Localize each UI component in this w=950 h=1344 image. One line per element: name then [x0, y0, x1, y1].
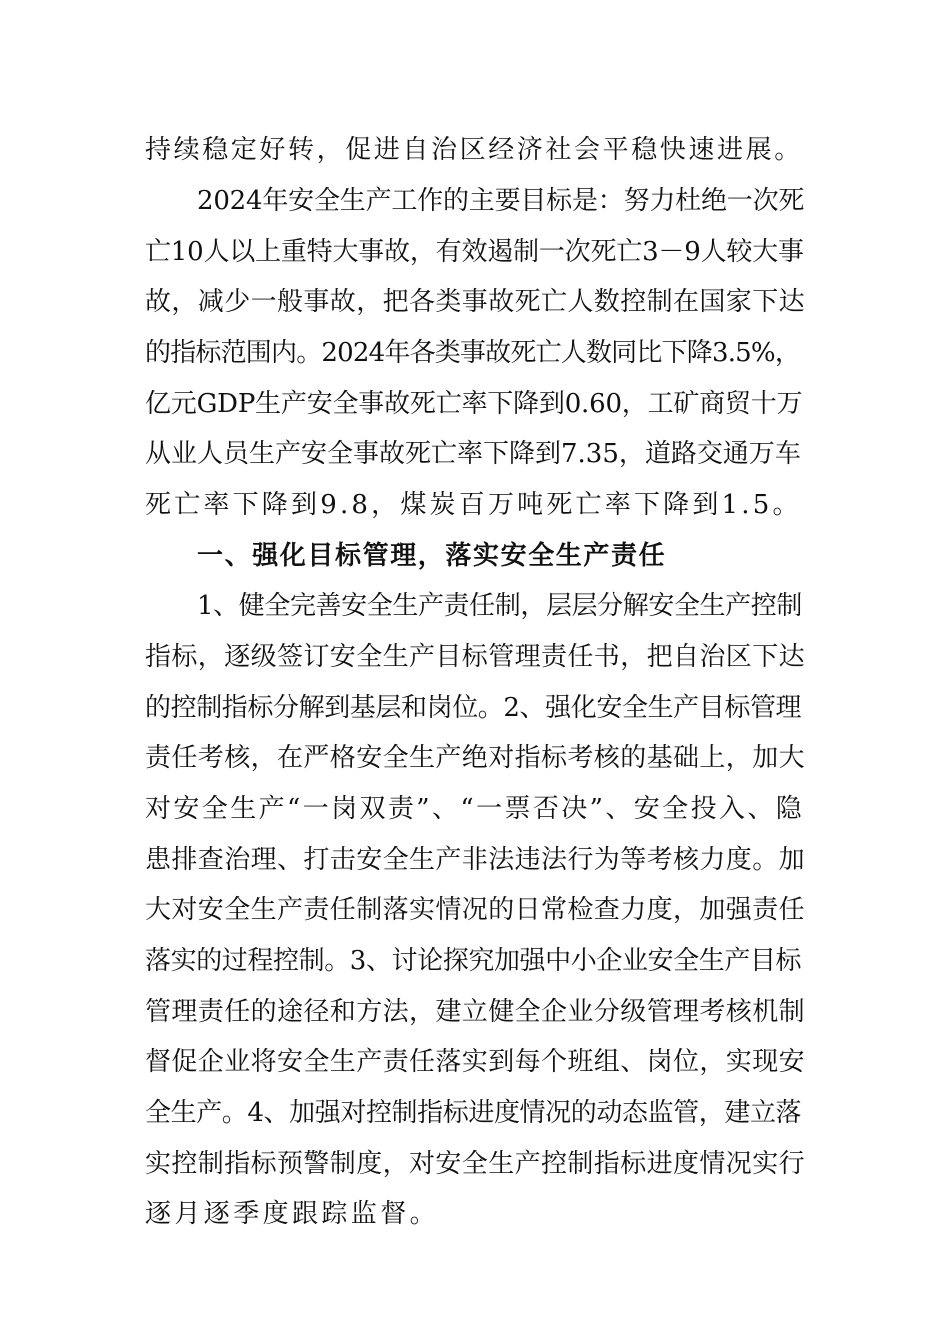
text-line: 全生产。4、加强对控制指标进度情况的动态监管，建立落 — [145, 1098, 802, 1128]
text-line: 督促企业将安全生产责任落实到每个班组、岗位，实现安 — [145, 1047, 806, 1077]
text-line: 从业人员生产安全事故死亡率下降到7.35，道路交通万车 — [145, 439, 801, 469]
text-line: 的指标范围内。2024年各类事故死亡人数同比下降3.5%， — [145, 338, 801, 368]
section-heading: 一、强化目标管理，落实安全生产责任 — [197, 541, 667, 571]
text-line: 管理责任的途径和方法，建立健全企业分级管理考核机制 — [145, 997, 806, 1027]
text-line: 落实的过程控制。3、讨论探究加强中小企业安全生产目标 — [145, 946, 802, 976]
text-line: 1、健全完善安全生产责任制，层层分解安全生产控制 — [197, 591, 802, 621]
text-line: 2024年安全生产工作的主要目标是：努力杜绝一次死 — [197, 186, 805, 216]
text-line: 对安全生产“一岗双责”、“一票否决”、安全投入、隐 — [145, 794, 805, 824]
text-line: 亡10人以上重特大事故，有效遏制一次死亡3－9人较大事 — [145, 237, 804, 267]
text-line: 逐月逐季度跟踪监督。 — [145, 1199, 440, 1229]
text-line: 死亡率下降到9.8，煤炭百万吨死亡率下降到1.5。 — [145, 490, 802, 520]
text-line: 的控制指标分解到基层和岗位。2、强化安全生产目标管理 — [145, 693, 802, 723]
text-line: 亿元GDP生产安全事故死亡率下降到0.60，工矿商贸十万 — [145, 389, 803, 419]
text-line: 故，减少一般事故，把各类事故死亡人数控制在国家下达 — [145, 287, 806, 317]
text-line: 责任考核，在严格安全生产绝对指标考核的基础上，加大 — [145, 743, 806, 773]
text-line: 实控制指标预警制度，对安全生产控制指标进度情况实行 — [145, 1149, 806, 1179]
text-line: 大对安全生产责任制落实情况的日常检查力度，加强责任 — [145, 895, 806, 925]
text-line: 指标，逐级签订安全生产目标管理责任书，把自治区下达 — [145, 642, 806, 672]
text-line: 患排查治理、打击安全生产非法违法行为等考核力度。加 — [145, 845, 806, 875]
text-line: 持续稳定好转，促进自治区经济社会平稳快速进展。 — [145, 135, 803, 165]
